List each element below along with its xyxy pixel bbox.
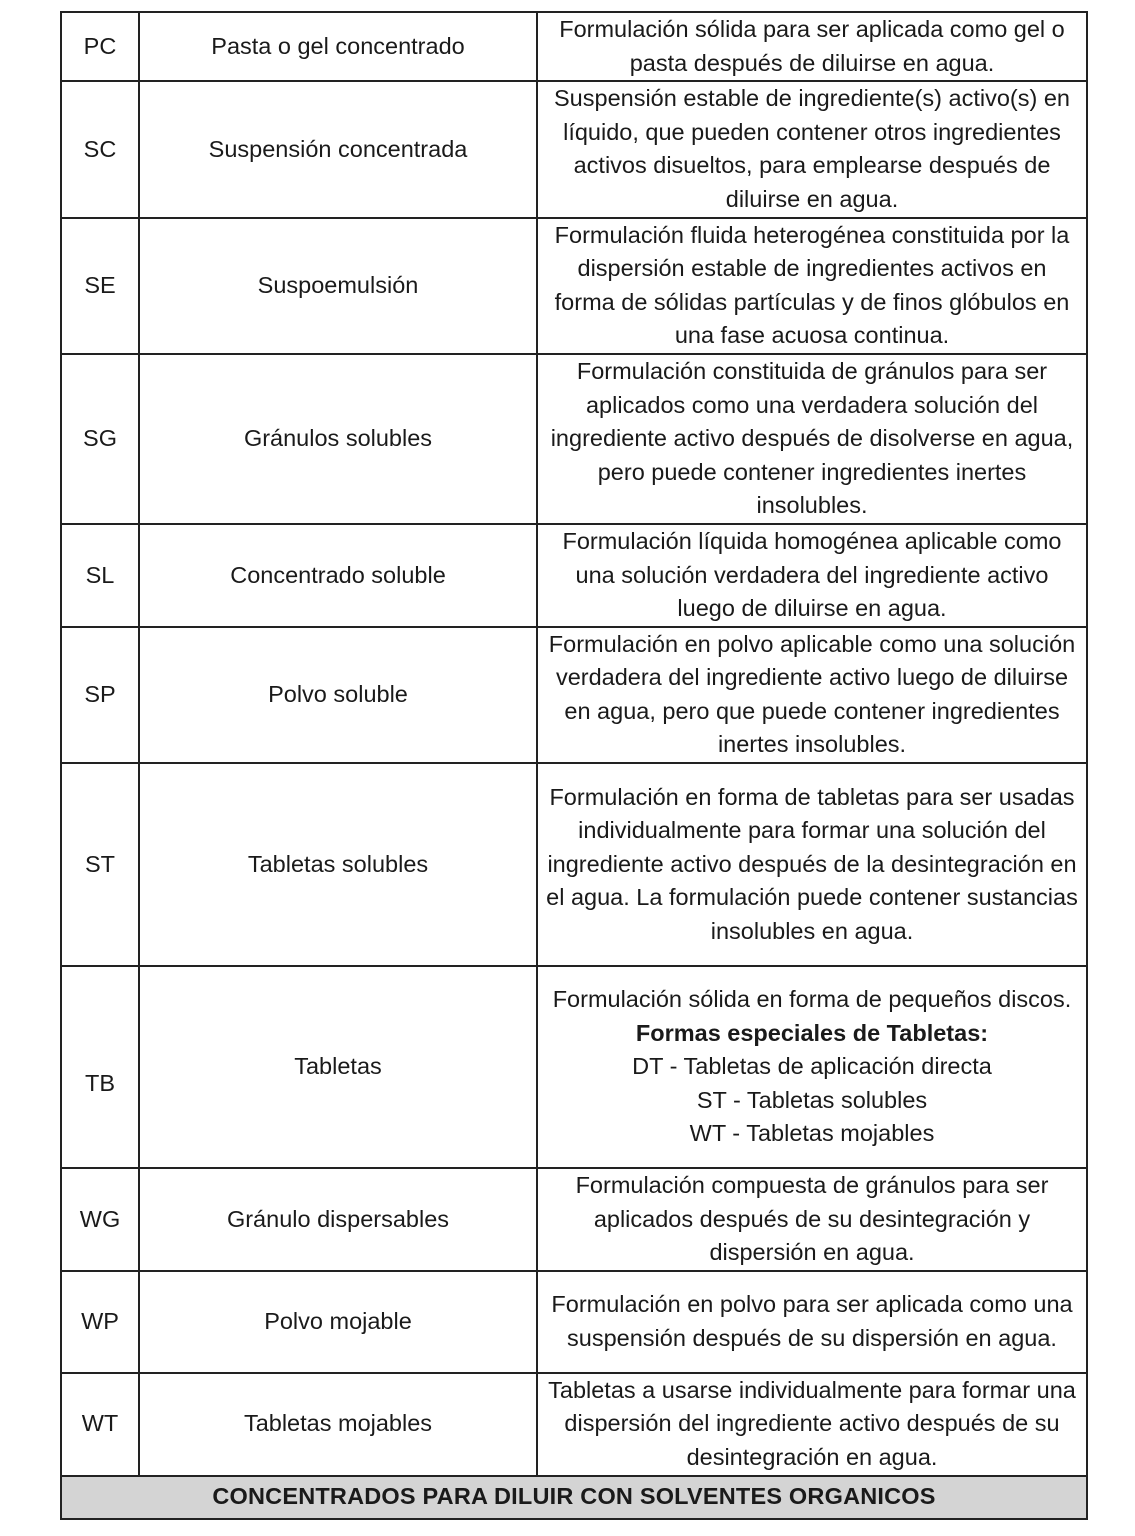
- formulation-name: Suspoemulsión: [139, 218, 537, 354]
- table-row: [61, 218, 1087, 354]
- formulation-code: WT: [61, 1373, 139, 1476]
- table-row: [61, 81, 1087, 217]
- formulation-code: WP: [61, 1271, 139, 1373]
- formulation-description: Formulación en polvo aplicable como una solución verdadera del ingrediente activo luego de diluirse en agua, pero que puede contener ingredientes inertes insolubles.: [537, 627, 1087, 763]
- formulation-code: ST: [61, 763, 139, 966]
- formulation-code: SG: [61, 354, 139, 524]
- special-forms-heading: Formas especiales de Tabletas:: [635, 1019, 989, 1046]
- formulation-code: SL: [61, 524, 139, 627]
- special-form-item: WT - Tabletas mojables: [689, 1120, 935, 1147]
- formulation-description: [537, 966, 1087, 1168]
- formulation-name: Tabletas mojables: [139, 1373, 537, 1476]
- table-row: [61, 627, 1087, 763]
- table-row: [61, 524, 1087, 627]
- formulation-name: Pasta o gel concentrado: [139, 12, 537, 81]
- formulation-code: WG: [61, 1168, 139, 1271]
- formulation-name: Concentrado soluble: [139, 524, 537, 627]
- formulation-description: Formulación sólida para ser aplicada como gel o pasta después de diluirse en agua.: [537, 12, 1087, 81]
- table-row: [61, 12, 1087, 81]
- formulation-code: PC: [61, 12, 139, 81]
- table-row: [61, 763, 1087, 966]
- formulation-code: SE: [61, 218, 139, 354]
- formulation-name: Polvo soluble: [139, 627, 537, 763]
- special-form-item: ST - Tabletas solubles: [696, 1086, 928, 1113]
- formulation-description: Formulación en forma de tabletas para ser usadas individualmente para formar una solución del ingrediente activo después de la desintegración en el agua. La formulación puede contener sustancias insolubles en agua.: [537, 763, 1087, 966]
- formulation-name: Gránulo dispersables: [139, 1168, 537, 1271]
- formulation-description: Suspensión estable de ingrediente(s) activo(s) en líquido, que pueden contener otros ingredientes activos disueltos, para emplearse después de diluirse en agua.: [537, 81, 1087, 217]
- formulation-code: SP: [61, 627, 139, 763]
- formulation-name: Suspensión concentrada: [139, 81, 537, 217]
- formulation-description: Formulación fluida heterogénea constituida por la dispersión estable de ingredientes activos en forma de sólidas partículas y de finos glóbulos en una fase acuosa continua.: [537, 218, 1087, 354]
- formulation-description: Formulación en polvo para ser aplicada como una suspensión después de su dispersión en agua.: [537, 1271, 1087, 1373]
- table-row: [61, 1168, 1087, 1271]
- section-header: CONCENTRADOS PARA DILUIR CON SOLVENTES ORGANICOS: [61, 1476, 1087, 1519]
- table-row: [61, 966, 1087, 1168]
- formulation-description: Tabletas a usarse individualmente para formar una dispersión del ingrediente activo después de su desintegración en agua.: [537, 1373, 1087, 1476]
- section-header-row: [61, 1476, 1087, 1519]
- formulation-name: Tabletas solubles: [139, 763, 537, 966]
- table-row: [61, 354, 1087, 524]
- formulation-name: [139, 966, 537, 1168]
- formulation-name-text: Tabletas: [294, 1053, 382, 1080]
- formulation-description: Formulación compuesta de gránulos para ser aplicados después de su desintegración y dispersión en agua.: [537, 1168, 1087, 1271]
- formulation-description: Formulación constituida de gránulos para ser aplicados como una verdadera solución del ingrediente activo después de disolverse en agua, pero puede contener ingredientes inertes insolubles.: [537, 354, 1087, 524]
- formulation-code: TB: [61, 966, 139, 1168]
- special-form-item: DT - Tabletas de aplicación directa: [632, 1053, 992, 1080]
- formulation-description: Formulación líquida homogénea aplicable como una solución verdadera del ingrediente activo luego de diluirse en agua.: [537, 524, 1087, 627]
- table-row: [61, 1373, 1087, 1476]
- formulation-description-text: Formulación sólida en forma de pequeños discos.: [552, 986, 1072, 1013]
- table-row: [61, 1271, 1087, 1373]
- formulation-table: [60, 11, 1088, 1520]
- formulation-code: SC: [61, 81, 139, 217]
- formulation-name: Gránulos solubles: [139, 354, 537, 524]
- formulation-name: Polvo mojable: [139, 1271, 537, 1373]
